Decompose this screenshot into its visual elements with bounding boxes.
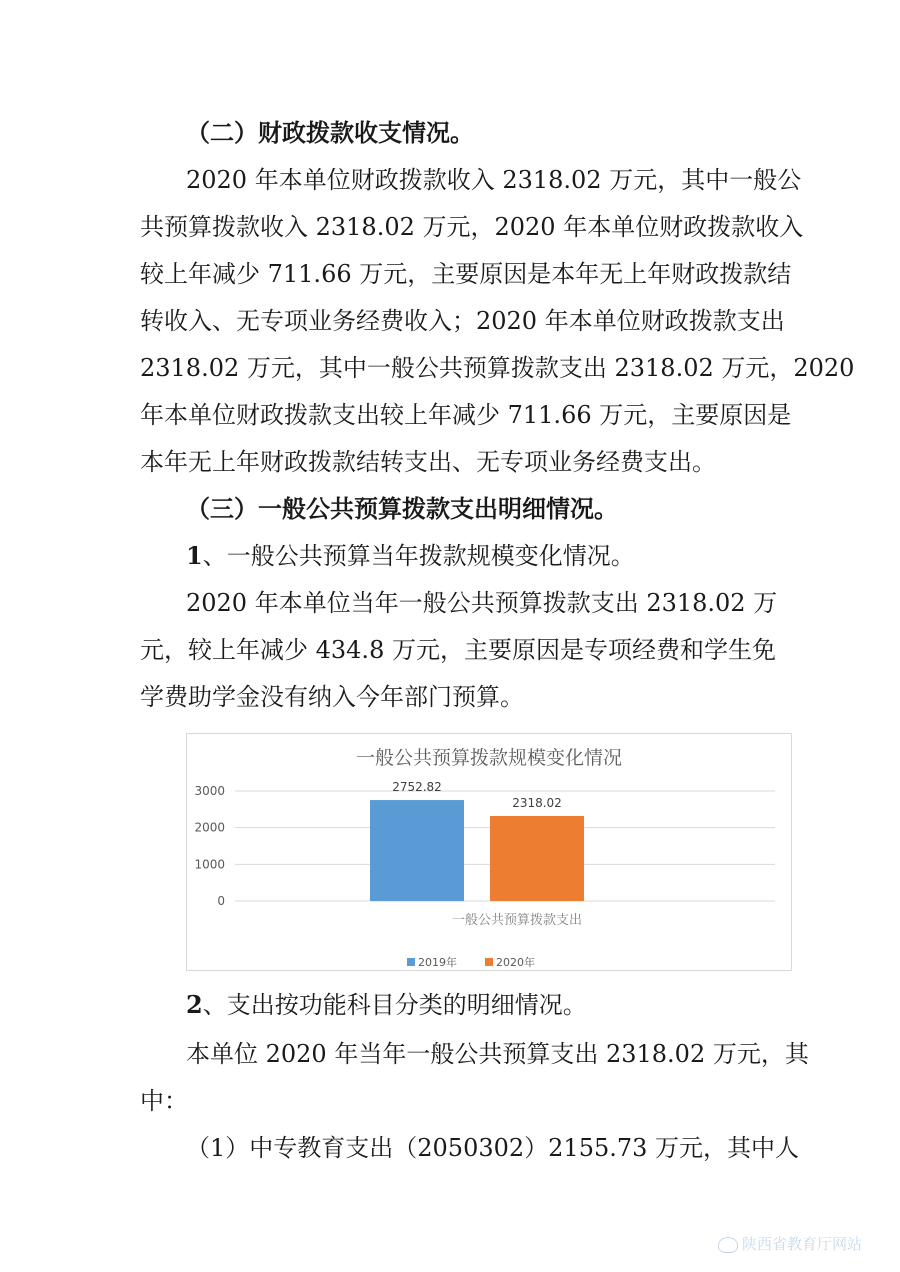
y-tick-label: 2000 (194, 820, 225, 835)
legend-swatch (485, 958, 493, 966)
legend-swatch (407, 958, 415, 966)
chart-y-ticks (194, 784, 225, 908)
bar-chart (186, 733, 792, 971)
paragraph-line: 转收入、无专项业务经费收入；2020 年本单位财政拨款支出 (140, 307, 785, 335)
item-number: 1 (186, 541, 203, 570)
chart-category-label: 一般公共预算拨款支出 (451, 913, 583, 928)
data-label: 2752.82 (392, 780, 442, 795)
legend-label: 2020年 (496, 956, 535, 969)
paragraph-line: 2020 年本单位财政拨款收入 2318.02 万元，其中一般公 (186, 166, 802, 194)
paragraph-line: 2020 年本单位当年一般公共预算拨款支出 2318.02 万 (186, 589, 778, 617)
paragraph-line: 元，较上年减少 434.8 万元，主要原因是专项经费和学生免 (140, 636, 776, 664)
bar-2019年 (370, 800, 464, 901)
item-heading-2 (186, 990, 900, 1020)
chart-canvas (187, 734, 791, 970)
section-heading-2: （二）财政拨款收支情况。 (186, 118, 474, 147)
chart-legend (407, 955, 535, 969)
emblem-icon (718, 1237, 738, 1253)
paragraph-line: 本年无上年财政拨款结转支出、无专项业务经费支出。 (140, 448, 716, 476)
paragraph-line: 本单位 2020 年当年一般公共预算支出 2318.02 万元，其 (186, 1040, 809, 1068)
paragraph-line: 2318.02 万元，其中一般公共预算拨款支出 2318.02 万元，2020 (140, 354, 855, 382)
paragraph-line: 较上年减少 711.66 万元，主要原因是本年无上年财政拨款结 (140, 260, 792, 288)
chart-bars (370, 800, 584, 901)
item-number: 2 (186, 990, 203, 1019)
item-heading-text: 、一般公共预算当年拨款规模变化情况。 (202, 542, 635, 570)
watermark (718, 1232, 888, 1256)
y-tick-label: 1000 (194, 857, 225, 872)
paragraph-line: 学费助学金没有纳入今年部门预算。 (140, 683, 524, 711)
y-tick-label: 3000 (194, 784, 225, 798)
chart-title: 一般公共预算拨款规模变化情况 (355, 747, 623, 769)
y-tick-label: 0 (217, 894, 225, 908)
paragraph-line: 共预算拨款收入 2318.02 万元，2020 年本单位财政拨款收入 (140, 213, 804, 241)
section-heading-3: （三）一般公共预算拨款支出明细情况。 (186, 494, 618, 523)
watermark-text: 陕西省教育厅网站 (742, 1235, 863, 1253)
item-heading-1 (186, 541, 900, 571)
legend-label: 2019年 (418, 956, 457, 969)
paragraph-line: 年本单位财政拨款支出较上年减少 711.66 万元，主要原因是 (140, 401, 792, 429)
bar-2020年 (490, 816, 584, 901)
paragraph-line: 中： (140, 1087, 188, 1115)
paragraph-line: （1）中专教育支出（2050302）2155.73 万元，其中人 (186, 1134, 800, 1162)
item-heading-text: 、支出按功能科目分类的明细情况。 (202, 991, 587, 1019)
data-label: 2318.02 (512, 796, 562, 811)
